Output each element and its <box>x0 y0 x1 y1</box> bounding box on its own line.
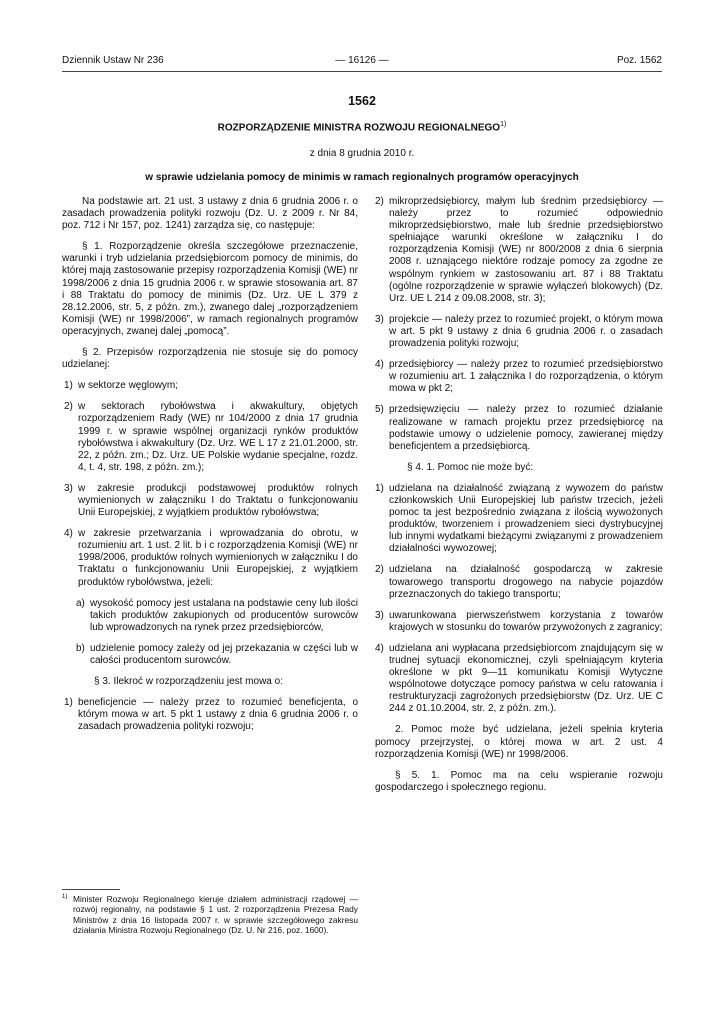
list-item: 1) udzielana na działalność związaną z wywozem do państw członkowskich Unii Europejskiej lub państw trzecich, jeżeli pomoc ta jest bezpośrednio związana z ilością wywożonych produktów, tworzeniem i prowadzeniem sieci dystrybucyjnej lub innymi wydatkami bieżącymi związanymi z prowadzeniem działalności wywozowej; <box>375 482 663 555</box>
footnote-rule <box>62 889 120 890</box>
footnote-text: Minister Rozwoju Regionalnego kieruje działem administracji rządowej — rozwój regionalny, na podstawie § 1 ust. 2 rozporządzenia Prezesa Rady Ministrów z dnia 16 listopada 2007 r. w sprawie szczegółowego zakresu działania Ministra Rozwoju Regionalnego (Dz. U. Nr 216, poz. 1600). <box>73 894 358 935</box>
list-item: 3) uwarunkowana pierwszeństwem korzystania z towarów krajowych w stosunku do towarów przywożonych z zagranicy; <box>375 609 663 633</box>
list-item: 4) przedsiębiorcy — należy przez to rozumieć przedsiębiorstwo w rozumieniu art. 1 załącznika I do rozporządzenia, o którym mowa w pkt 2; <box>375 359 663 395</box>
sub-item: a) wysokość pomocy jest ustalana na podstawie ceny lub ilości takich produktów zakupionych od producentów surowców lub wprowadzonych na rynek przez przedsiębiorców, <box>76 597 358 633</box>
list-item: 4) w zakresie przetwarzania i wprowadzania do obrotu, w rozumieniu art. 1 ust. 2 lit. b i c rozporządzenia Komisji (WE) nr 1998/2006, produktów rolnych wymienionych w załączniku I do Traktatu o funkcjonowaniu Unii Europejskiej, z wyjątkiem produktów rybołówstwa, jeżeli: <box>64 528 358 588</box>
title-text: ROZPORZĄDZENIE MINISTRA ROZWOJU REGIONALNEGO <box>217 122 501 134</box>
title-footnote-mark[interactable]: 1) <box>500 121 507 128</box>
footnote-mark: 1) <box>62 894 68 900</box>
section-1: § 1. Rozporządzenie określa szczegółowe przeznaczenie, warunki i tryb udzielania przedsiębiorcom pomocy de minimis, do której mają zastosowanie przepisy rozporządzenia Komisji (WE) nr 1998/2006 z dnia 15 grudnia 2006 r. w sprawie stosowania art. 87 i 88 Traktatu do pomocy de minimis (Dz. Urz. UE L 379 z 28.12.2006, str. 5, z późn. zm.), zwanego dalej „rozporządzeniem Komisji (WE) nr 1998/2006”, w ramach regionalnych programów operacyjnych, zwanej dalej „pomocą”. <box>62 241 358 337</box>
list-item: 1) w sektorze węglowym; <box>64 380 179 392</box>
footnote <box>62 894 358 935</box>
page-header <box>62 55 662 71</box>
doc-number: 1562 <box>348 94 376 108</box>
list-item: 3) w zakresie produkcji podstawowej produktów rolnych wymienionych w załączniku I do Traktatu o funkcjonowaniu Unii Europejskiej, z wyjątkiem produktów rybołówstwa; <box>64 482 358 519</box>
list-item: 4) udzielana ani wypłacana przedsiębiorcom znajdującym się w trudnej sytuacji ekonomicznej, czyli spełniającym kryteria określone w pkt 9—11 komunikatu Komisji Wytyczne wspólnotowe dotyczące pomocy państwa w celu ratowania i restrukturyzacji zagrożonych przedsiębiorstw (Dz. Urz. UE C 244 z 01.10.2004, str. 2, z późn. zm.). <box>375 642 663 715</box>
journal-name: Dziennik Ustaw Nr 236 <box>62 55 164 66</box>
intro-paragraph: Na podstawie art. 21 ust. 3 ustawy z dnia 6 grudnia 2006 r. o zasadach prowadzenia polityki rozwoju (Dz. U. z 2009 r. Nr 84, poz. 712 i Nr 157, poz. 1241) zarządza się, co następuje: <box>62 196 358 232</box>
regulation-date: z dnia 8 grudnia 2010 r. <box>309 148 415 159</box>
position-number: Poz. 1562 <box>616 55 662 66</box>
regulation-subject: w sprawie udzielania pomocy de minimis w ramach regionalnych programów operacyjnych <box>145 172 579 183</box>
list-item: 1) beneficjencie — należy przez to rozumieć beneficjenta, o którym mowa w art. 5 pkt 1 ustawy z dnia 6 grudnia 2006 r. o zasadach prowadzenia polityki rozwoju; <box>64 697 358 733</box>
list-item: 2) mikroprzedsiębiorcy, małym lub średnim przedsiębiorcy — należy przez to rozumieć odpowiednio mikroprzedsiębiorstwo, małe lub średnie przedsiębiorstwo spełniające warunki określone w załączniku I do rozporządzenia Komisji (WE) nr 800/2008 z dnia 6 sierpnia 2008 r. uznającego niektóre rodzaje pomocy za zgodne ze wspólnym rynkiem w zastosowaniu art. 87 i 88 Traktatu (ogólne rozporządzenie w sprawie wyłączeń blokowych) (Dz. Urz. UE L 214 z 09.08.2008, str. 3); <box>375 196 663 304</box>
section-4-2: 2. Pomoc może być udzielana, jeżeli spełnia kryteria pomocy przejrzystej, o której mowa w art. 2 ust. 4 rozporządzenia Komisji (WE) nr 1998/2006. <box>375 724 663 760</box>
list-item: 5) przedsięwzięciu — należy przez to rozumieć działanie realizowane w ramach projektu przez przedsiębiorcę na podstawie umowy o udzielenie pomocy, zawieranej między beneficjentem a przedsiębiorcą. <box>375 404 663 452</box>
section-5: § 5. 1. Pomoc ma na celu wspieranie rozwoju gospodarczego i społecznego regionu. <box>375 769 663 793</box>
list-item: 3) projekcie — należy przez to rozumieć projekt, o którym mowa w art. 5 pkt 9 ustawy z dnia 6 grudnia 2006 r. o zasadach prowadzenia polityki rozwoju; <box>375 313 663 350</box>
section-2: § 2. Przepisów rozporządzenia nie stosuje się do pomocy udzielanej: <box>62 347 358 371</box>
regulation-title <box>62 121 662 133</box>
right-column <box>375 196 663 803</box>
sub-item: b) udzielenie pomocy zależy od jej przekazania w części lub w całości producentom surowców. <box>76 642 358 666</box>
header-rule <box>62 71 662 72</box>
section-3: § 3. Ilekroć w rozporządzeniu jest mowa o: <box>94 676 283 688</box>
page-number: — 16126 — <box>335 55 389 66</box>
left-column <box>62 196 358 742</box>
section-4: § 4. 1. Pomoc nie może być: <box>407 461 534 473</box>
list-item: 2) udzielana na działalność gospodarczą w zakresie towarowego transportu drogowego na nabycie pojazdów przeznaczonych do takiego transportu; <box>375 564 663 600</box>
list-item: 2) w sektorach rybołówstwa i akwakultury, objętych rozporządzeniem Rady (WE) nr 104/2000 z dnia 17 grudnia 1999 r. w sprawie wspólnej organizacji rynków produktów rybołówstwa i akwakultury (Dz. Urz. WE L 17 z 21.01.2000, str. 22, z późn. zm.; Dz. Urz. UE Polskie wydanie specjalne, rozdz. 4, t. 4, str. 198, z późn. zm.); <box>64 401 358 473</box>
